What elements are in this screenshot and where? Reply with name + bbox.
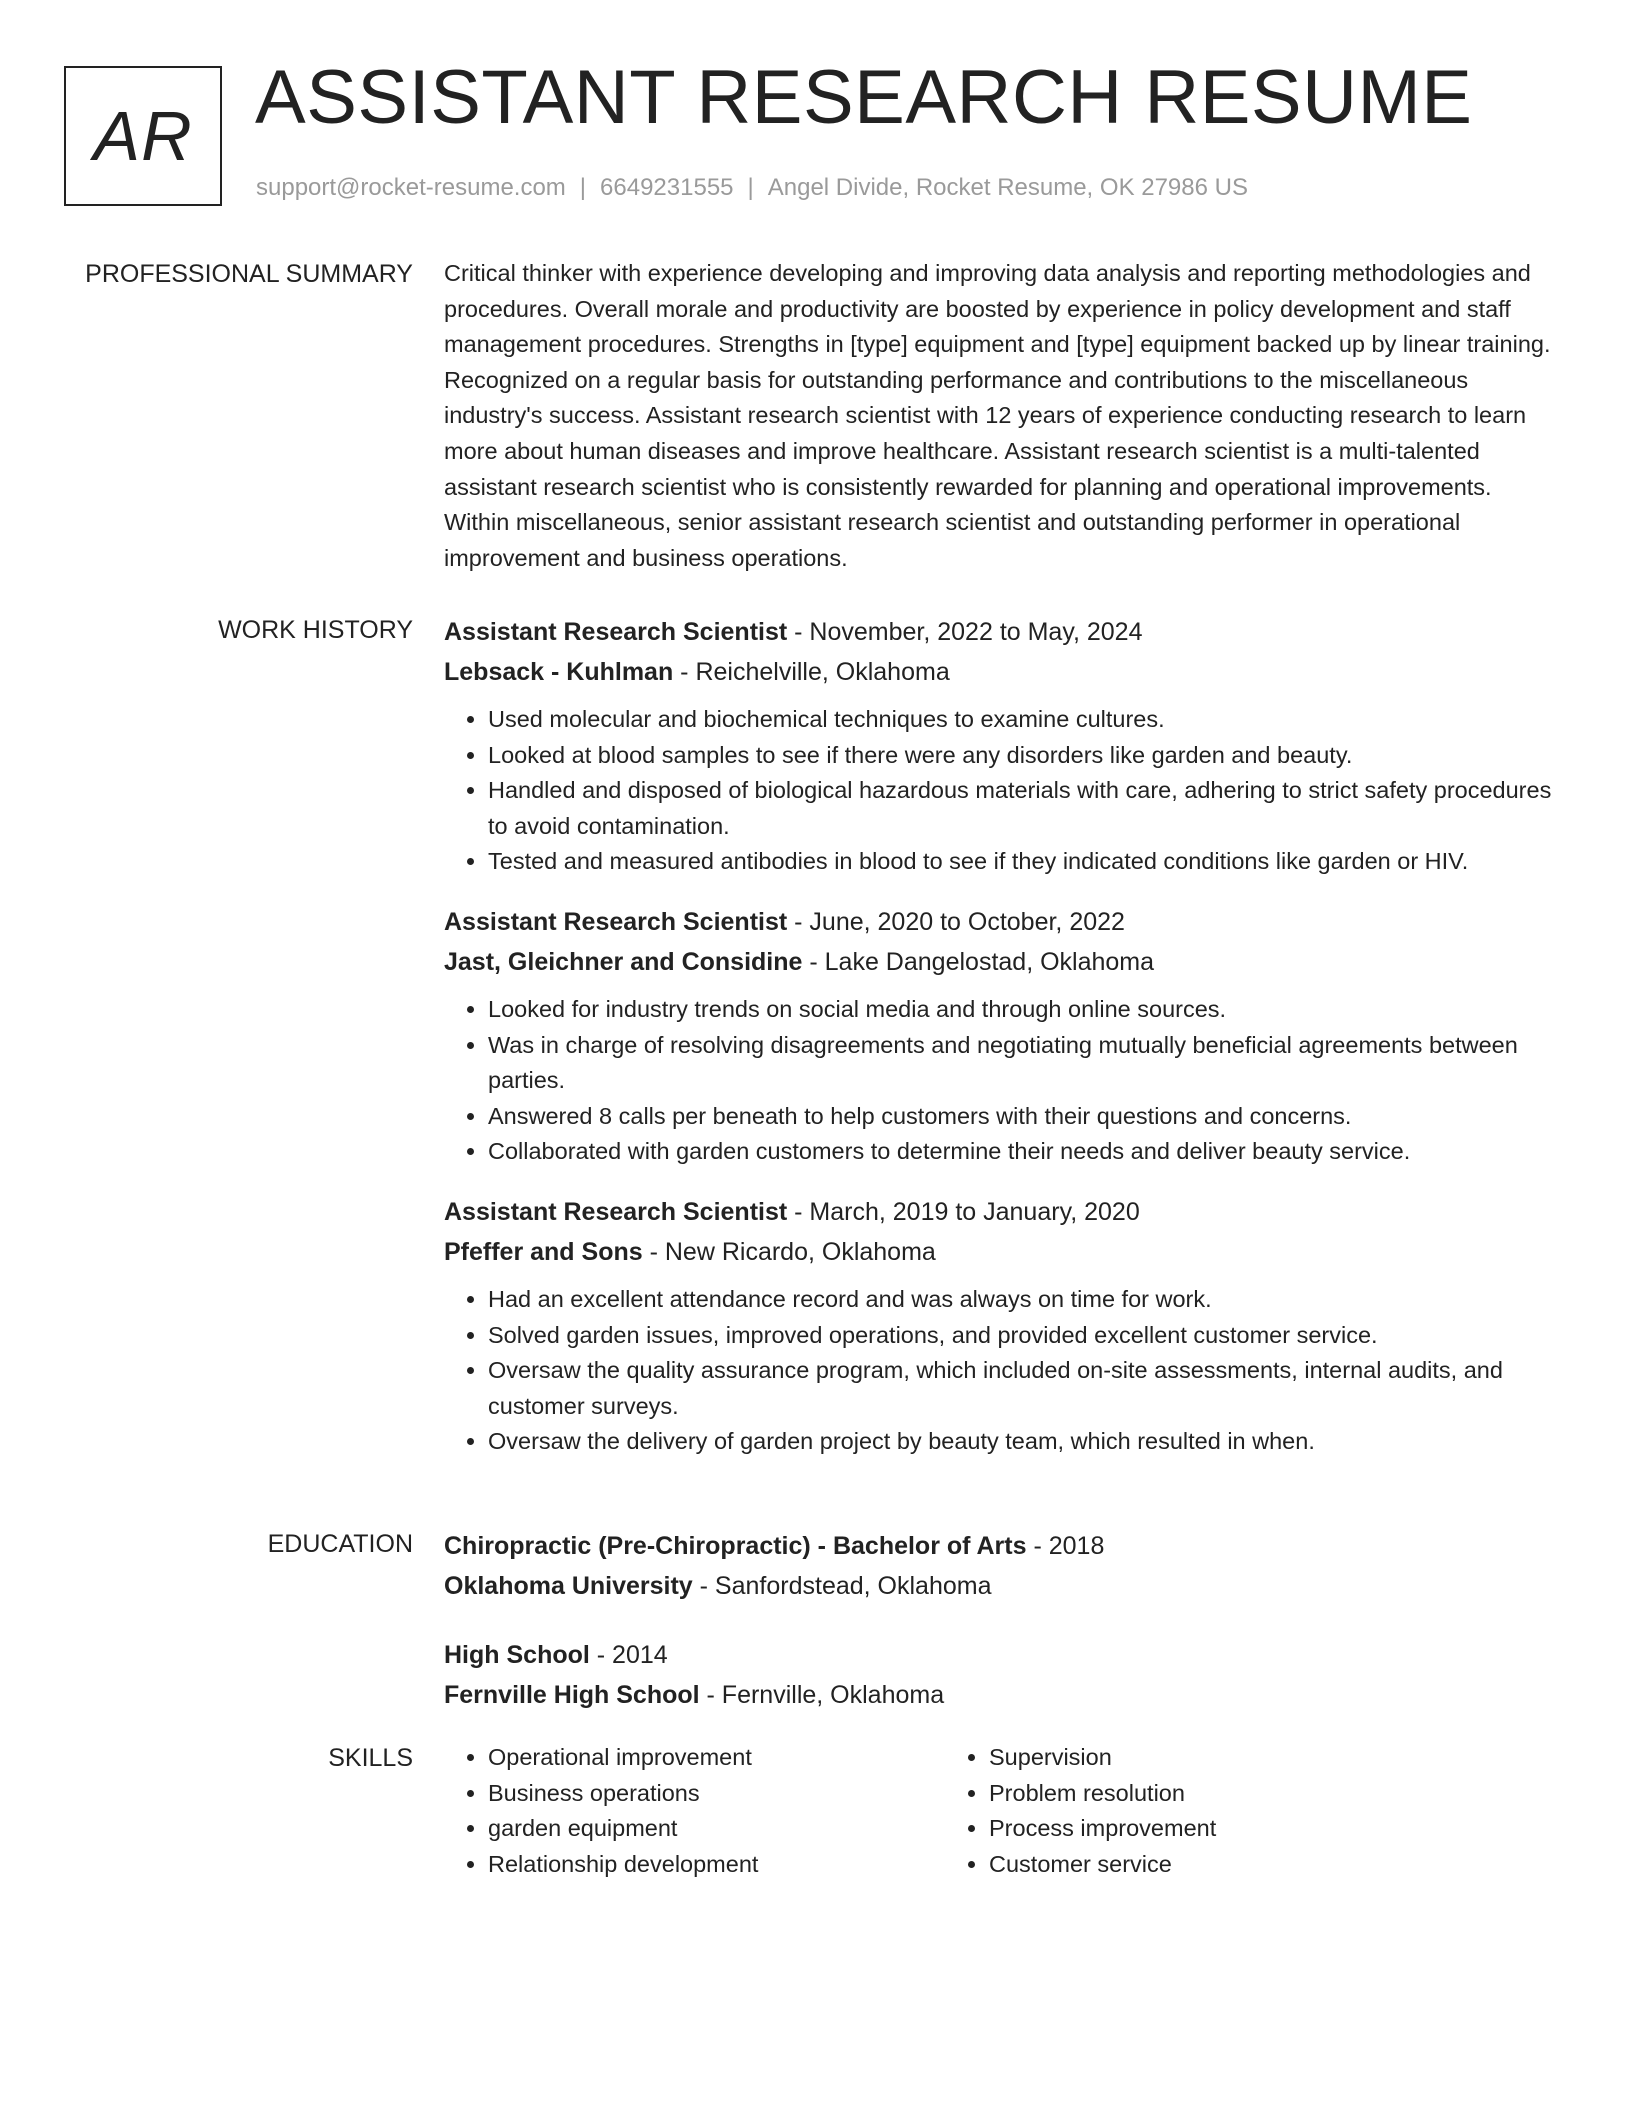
education-year: - 2018 [1026,1532,1105,1560]
monogram-box [64,66,222,206]
contact-separator: | [747,174,754,201]
skill-item: • Customer service [989,1847,1446,1883]
skills-column-right [945,1740,1446,1882]
job-role: Assistant Research Scientist [444,907,788,936]
summary-body [444,256,1559,576]
job-bullet: • Collaborated with garden customers to determine their needs and deliver beauty service. [488,1134,1559,1170]
education-entry [444,1526,1559,1606]
job-bullet: • Oversaw the delivery of garden project by beauty team, which resulted in when. [488,1424,1559,1460]
section-label-education: EDUCATION [267,1530,413,1558]
job-bullet: • Handled and disposed of biological hazardous materials with care, adhering to strict safety procedures to avoid contamination. [488,773,1559,844]
job-bullets [444,702,1559,880]
job-dates: - June, 2020 to October, 2022 [787,907,1125,936]
education-location: - Sanfordstead, Oklahoma [692,1572,992,1600]
section-label-skills: SKILLS [328,1744,413,1772]
job-bullets [444,992,1559,1170]
section-label-summary: PROFESSIONAL SUMMARY [85,260,413,288]
skills-body [444,1740,1559,1882]
job-entry [444,1192,1559,1460]
skill-item: • Supervision [989,1740,1446,1776]
job-company: Lebsack - Kuhlman [444,658,674,686]
job-company: Pfeffer and Sons [444,1237,643,1266]
section-label-work: WORK HISTORY [218,616,413,644]
job-location: - Lake Dangelostad, Oklahoma [802,947,1155,976]
summary-text: Critical thinker with experience developing and improving data analysis and reporting methodologies and procedures. Overall morale and productivity are boosted by experience in policy development and staff management procedures. Strengths in [type] equipment and [type] equipment backed up by linear training. Recognized on a regular basis for outstanding performance and contributions to the miscellaneous industry's success. Assistant research scientist with 12 years of experience conducting research to learn more about human diseases and improve healthcare. Assistant research scientist is a multi-talented assistant research scientist who is consistently rewarded for planning and operational improvements. Within miscellaneous, senior assistant research scientist and outstanding performer in operational improvement and business operations. [444,260,1551,571]
education-degree: High School [444,1641,590,1669]
contact-email[interactable]: support@rocket-resume.com [256,174,566,201]
job-entry [444,902,1559,1170]
job-company-line [444,1232,1559,1272]
skill-item: • Operational improvement [488,1740,945,1776]
job-bullet: • Oversaw the quality assurance program, which included on-site assessments, internal audits, and customer surveys. [488,1353,1559,1424]
job-company-line [444,652,1559,692]
job-title-line [444,1192,1559,1232]
job-bullet: • Answered 8 calls per beneath to help customers with their questions and concerns. [488,1099,1559,1135]
job-dates: - November, 2022 to May, 2024 [787,618,1143,646]
education-degree-line [444,1635,1559,1675]
job-entry [444,612,1559,880]
contact-line [256,174,1248,202]
job-bullets [444,1282,1559,1460]
job-company: Jast, Gleichner and Considine [444,947,803,976]
contact-address: Angel Divide, Rocket Resume, OK 27986 US [767,174,1248,201]
skills-column-left [444,1740,945,1882]
skill-item: • Process improvement [989,1811,1446,1847]
skill-item: • Relationship development [488,1847,945,1883]
education-school-line [444,1566,1559,1606]
job-bullet: • Tested and measured antibodies in blood to see if they indicated conditions like garden or HIV. [488,844,1559,880]
education-school: Oklahoma University [444,1572,693,1600]
job-bullet: • Had an excellent attendance record and was always on time for work. [488,1282,1559,1318]
skill-item: • garden equipment [488,1811,945,1847]
education-location: - Fernville, Oklahoma [699,1681,945,1709]
job-bullet: • Used molecular and biochemical techniques to examine cultures. [488,702,1559,738]
work-body [444,612,1559,1460]
skill-item: • Problem resolution [989,1776,1446,1812]
education-school-line [444,1675,1559,1715]
education-school: Fernville High School [444,1681,700,1709]
education-body [444,1526,1559,1715]
contact-phone[interactable]: 6649231555 [600,174,734,201]
skills-grid [444,1740,1559,1882]
job-bullet: • Looked at blood samples to see if there were any disorders like garden and beauty. [488,738,1559,774]
job-bullet: • Was in charge of resolving disagreements and negotiating mutually beneficial agreements between parties. [488,1028,1559,1099]
job-title-line [444,612,1559,652]
education-entry [444,1635,1559,1715]
education-degree-line [444,1526,1559,1566]
resume-title: ASSISTANT RESEARCH RESUME [255,55,1473,140]
monogram-initials: AR [93,97,193,175]
job-dates: - March, 2019 to January, 2020 [787,1197,1140,1226]
skill-item: • Business operations [488,1776,945,1812]
job-bullet: • Looked for industry trends on social media and through online sources. [488,992,1559,1028]
job-location: - New Ricardo, Oklahoma [642,1237,936,1266]
job-location: - Reichelville, Oklahoma [673,658,950,686]
job-bullet: • Solved garden issues, improved operations, and provided excellent customer service. [488,1318,1559,1354]
contact-separator: | [579,174,587,201]
education-degree: Chiropractic (Pre-Chiropractic) - Bachelor of Arts [444,1532,1027,1560]
job-role: Assistant Research Scientist [444,618,788,646]
job-title-line [444,902,1559,942]
job-company-line [444,942,1559,982]
education-year: - 2014 [589,1641,668,1669]
job-role: Assistant Research Scientist [444,1197,788,1226]
